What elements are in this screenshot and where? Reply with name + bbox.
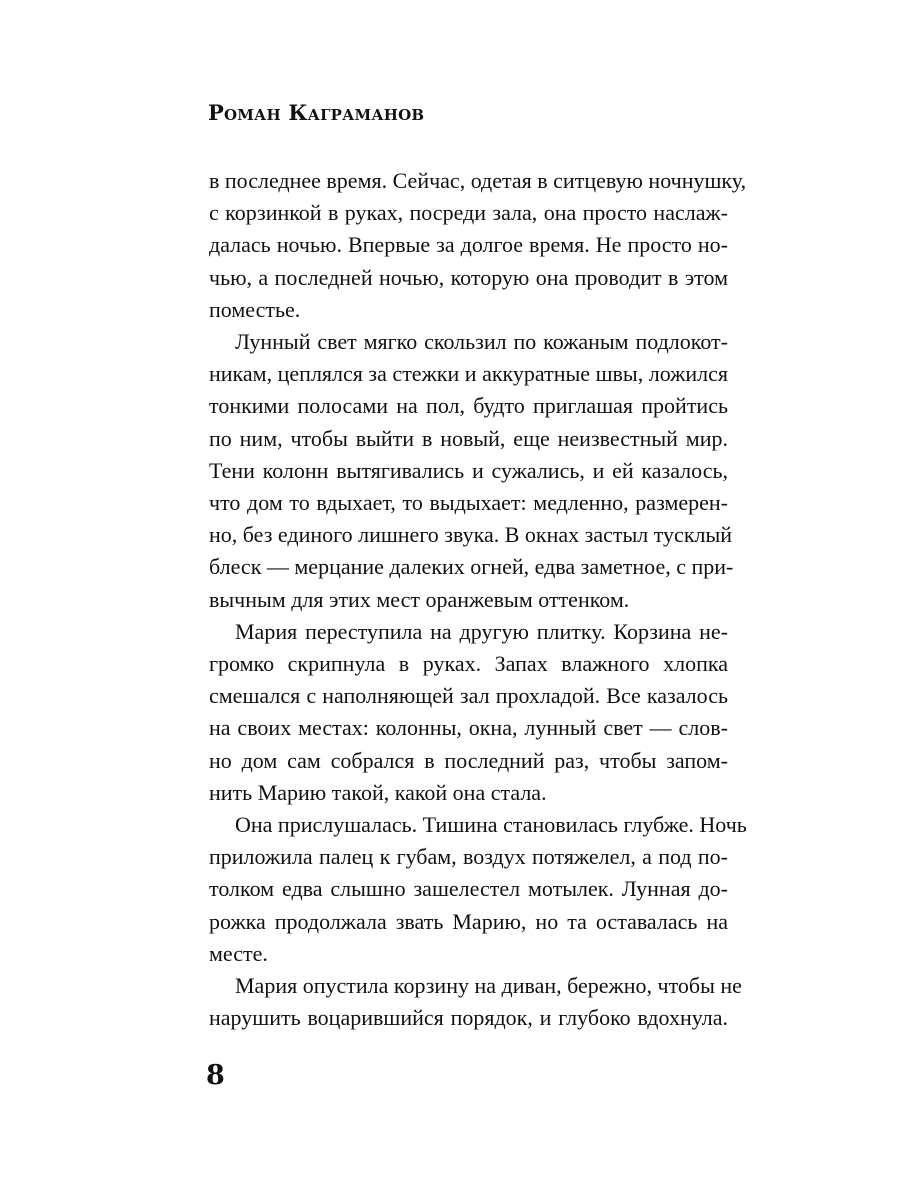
paragraph-5 bbox=[209, 970, 742, 1034]
text-line: что дом то вдыхает, то выдыхает: медленно, размерен- bbox=[209, 490, 728, 516]
body-text bbox=[209, 165, 747, 1034]
text-line: на своих местах: колонны, окна, лунный свет — слов- bbox=[209, 715, 728, 741]
text-line: смешался с наполняющей зал прохладой. Все казалось bbox=[209, 683, 728, 709]
text-line: вычным для этих мест оранжевым оттенком. bbox=[209, 586, 630, 612]
text-line: но, без единого лишнего звука. В окнах застыл тусклый bbox=[209, 522, 733, 548]
text-line: но дом сам собрался в последний раз, чтобы запом- bbox=[209, 747, 728, 773]
text-line: толком едва слышно зашелестел мотылек. Лунная до- bbox=[209, 876, 728, 902]
text-line: приложила палец к губам, воздух потяжелел, а под по- bbox=[209, 844, 728, 870]
page-number: 8 bbox=[206, 1060, 225, 1091]
text-line: громко скрипнула в руках. Запах влажного хлопка bbox=[209, 651, 728, 677]
text-line: никам, цеплялся за стежки и аккуратные швы, ложился bbox=[209, 361, 728, 387]
text-line: Мария переступила на другую плитку. Корзина не- bbox=[235, 618, 728, 644]
text-line: в последнее время. Сейчас, одетая в ситцевую ночнушку, bbox=[209, 168, 747, 193]
text-line: блеск — мерцание далеких огней, едва заметное, с при- bbox=[209, 554, 734, 580]
paragraph-4 bbox=[209, 809, 747, 970]
text-line: Тени колонн вытягивались и сужались, и ей казалось, bbox=[209, 457, 728, 483]
text-line: по ним, чтобы выйти в новый, еще неизвестный мир. bbox=[209, 425, 728, 451]
paragraph-1 bbox=[209, 165, 747, 326]
text-line: Мария опустила корзину на диван, бережно, чтобы не bbox=[235, 973, 742, 999]
text-line: поместье. bbox=[209, 296, 301, 322]
text-line: чью, а последней ночью, которую она проводит в этом bbox=[209, 264, 728, 290]
text-line: Лунный свет мягко скользил по кожаным подлокот- bbox=[235, 329, 728, 355]
text-line: далась ночью. Впервые за долгое время. Не просто но- bbox=[209, 232, 728, 258]
paragraph-2 bbox=[209, 326, 734, 616]
paragraph-3 bbox=[209, 616, 728, 809]
text-line: тонкими полосами на пол, будто приглашая пройтись bbox=[209, 393, 728, 419]
text-line: Она прислушалась. Тишина становилась глубже. Ночь bbox=[235, 812, 747, 838]
text-line: нарушить воцарившийся порядок, и глубоко вдохнула. bbox=[209, 1005, 728, 1031]
running-head: Роман Каграманов bbox=[208, 100, 425, 125]
text-line: рожка продолжала звать Марию, но та оставалась на bbox=[209, 908, 728, 934]
text-line: с корзинкой в руках, посреди зала, она просто наслаж- bbox=[209, 200, 728, 226]
text-line: месте. bbox=[209, 940, 268, 966]
text-line: нить Марию такой, какой она стала. bbox=[209, 779, 547, 805]
